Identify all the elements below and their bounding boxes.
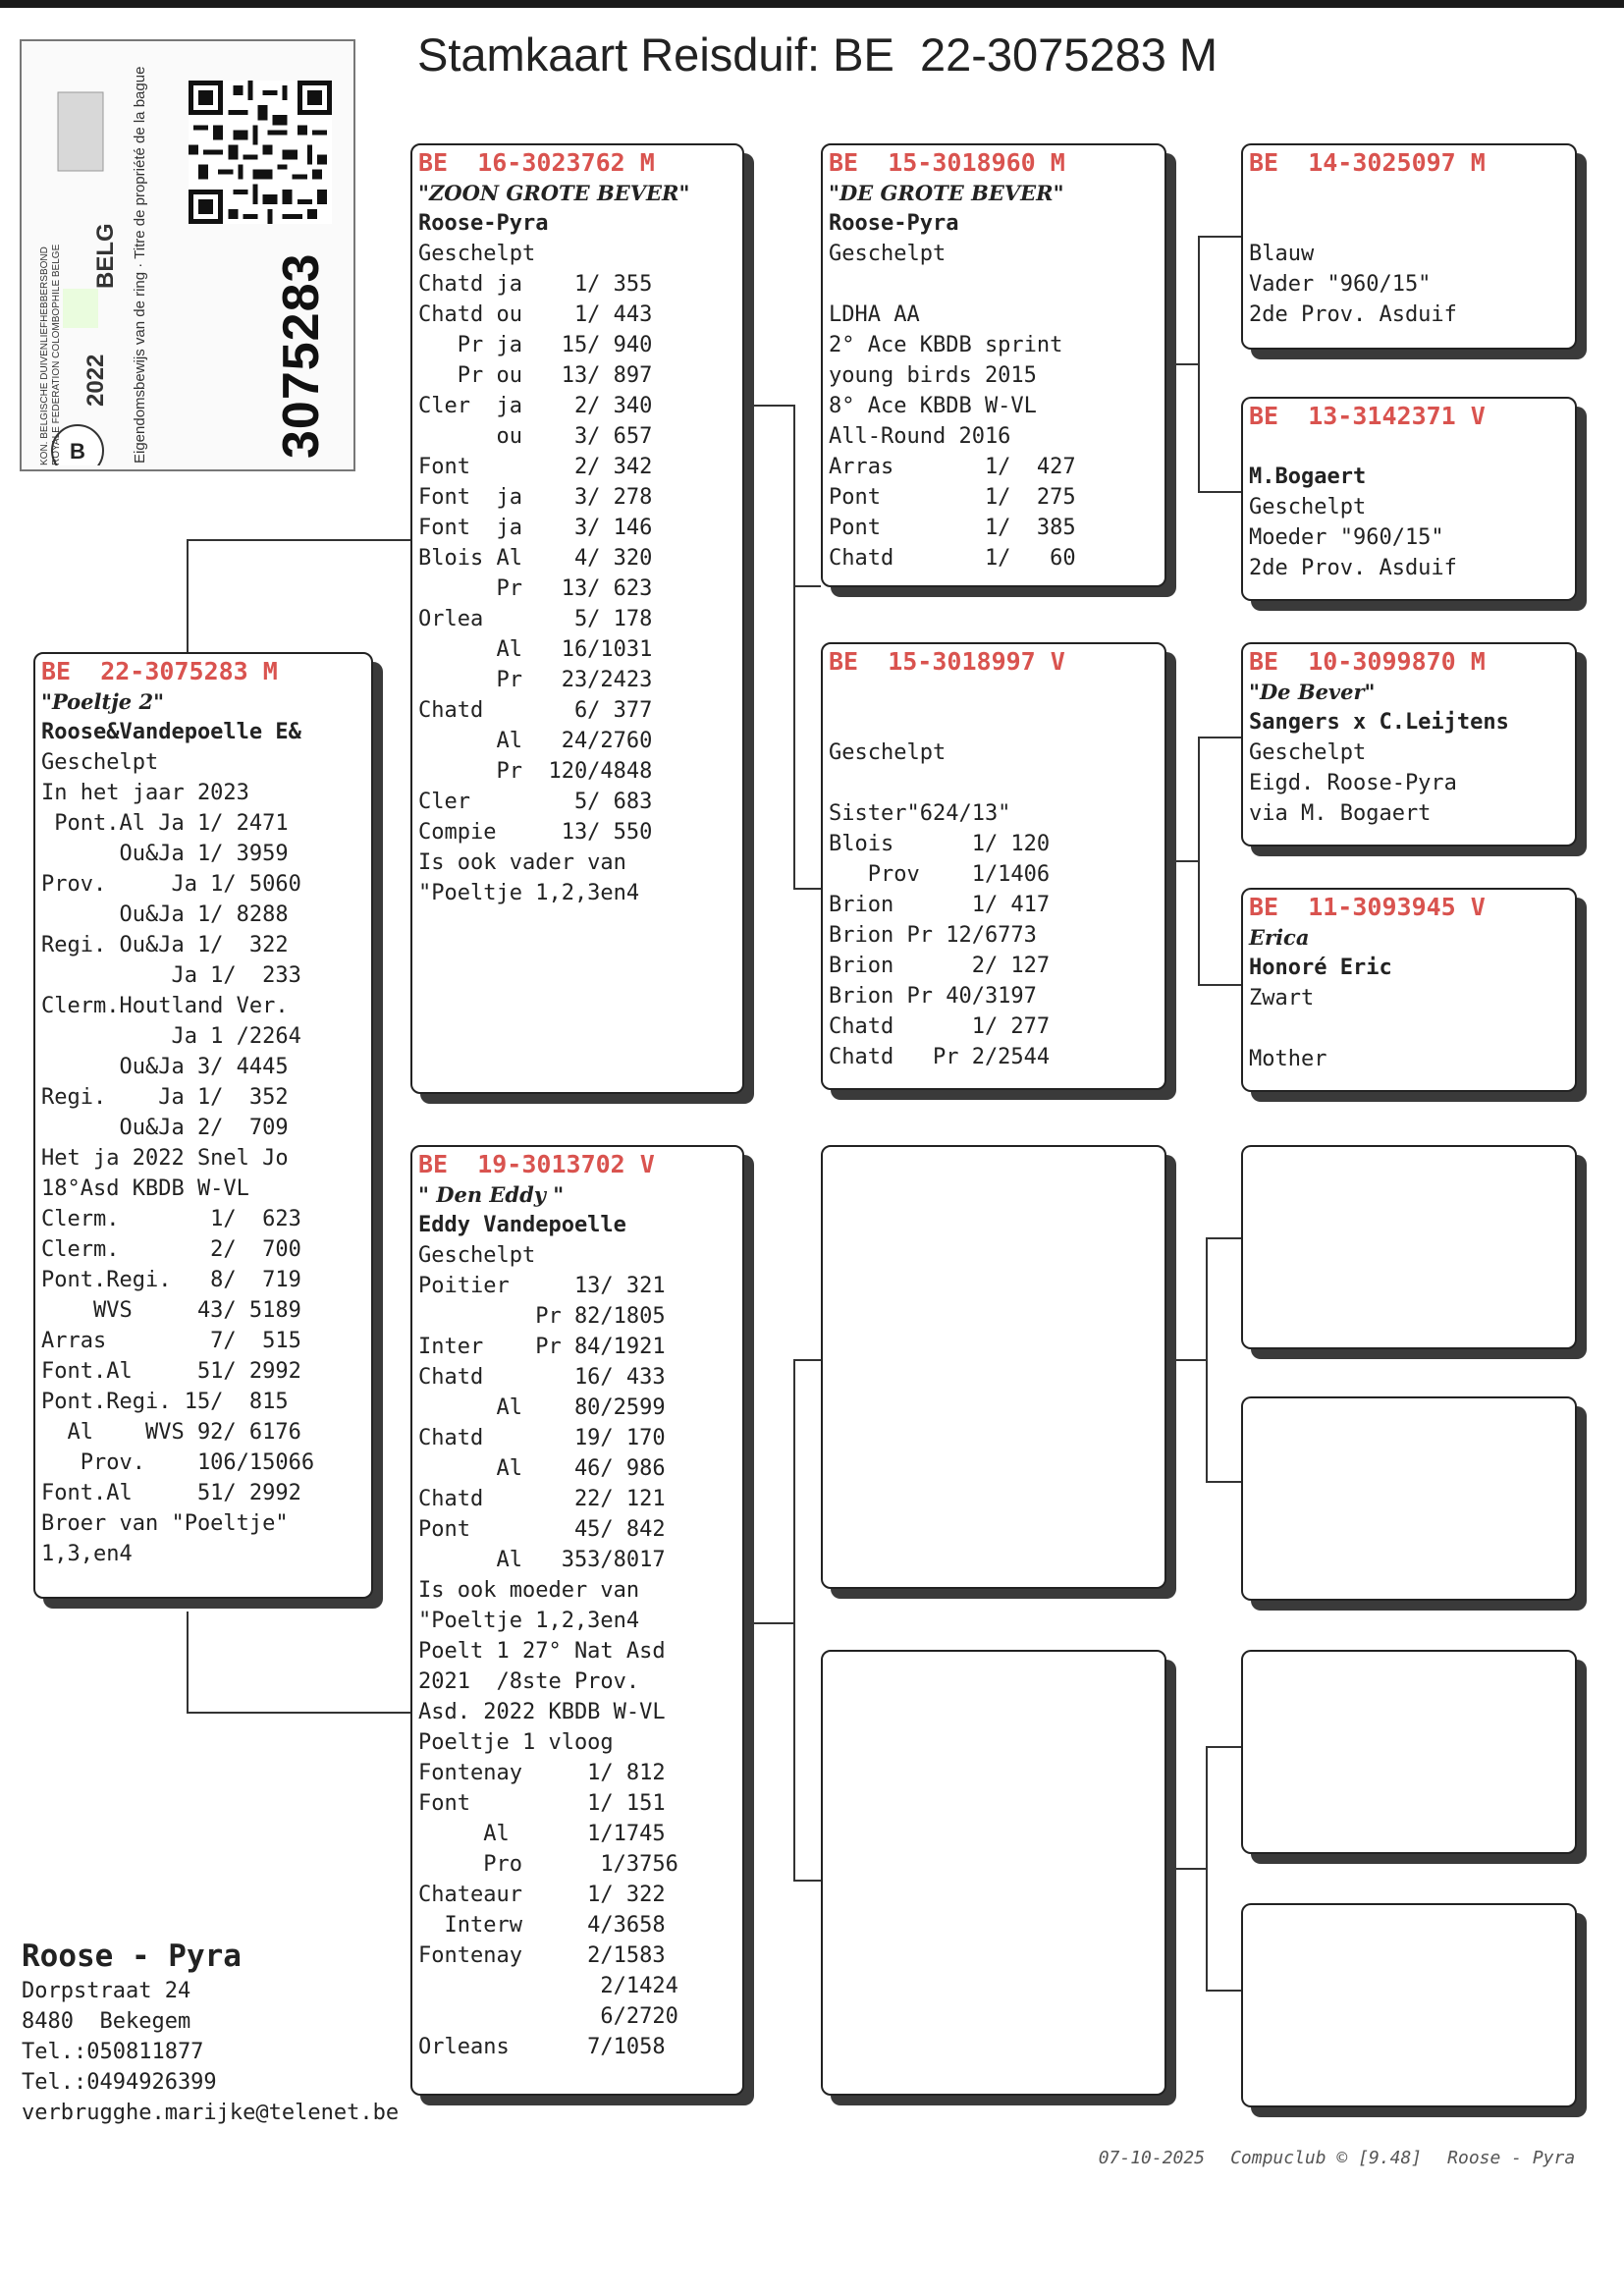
ss-dam-line <box>1249 431 1571 462</box>
footer-owner: Roose - Pyra <box>1447 2148 1576 2168</box>
dam-line: Chatd 19/ 170 <box>418 1426 666 1450</box>
dam-line: Al 46/ 986 <box>418 1456 666 1481</box>
sire-dam-line: Brion 1/ 417 <box>829 893 1051 917</box>
sd-dam-box <box>1241 888 1577 1092</box>
dam-line: Is ook moeder van <box>418 1578 640 1603</box>
sd-sire-line: Eigd. Roose-Pyra <box>1249 771 1457 795</box>
dam-line: Poelt 1 27° Nat Asd <box>418 1639 666 1664</box>
connector-ss-bottom <box>1198 491 1241 493</box>
dam-line: 6/2720 <box>418 2004 678 2029</box>
dam-ring-header: BE 19-3013702 V <box>418 1150 655 1178</box>
dam-line: Pont 45/ 842 <box>418 1517 666 1542</box>
connector-ss-in <box>1174 363 1200 365</box>
owner-phone: Tel.:050811877 <box>22 2040 204 2064</box>
subject-line: Pont.Regi. 15/ 815 <box>41 1390 289 1414</box>
sire-dam-line: Chatd Pr 2/2544 <box>829 1045 1051 1069</box>
sd-sire-line: "De Bever" <box>1249 680 1376 704</box>
dam-line: Al 353/8017 <box>418 1548 666 1572</box>
footer-date: 07-10-2025 <box>1098 2148 1206 2168</box>
ss-dam-ring-header: BE 13-3142371 V <box>1249 402 1486 430</box>
owner-city: 8480 Bekegem <box>22 2009 191 2034</box>
ring-year: 2022 <box>82 354 109 407</box>
dam-line: Asd. 2022 KBDB W-VL <box>418 1700 666 1724</box>
sire-dam-line: Blois 1/ 120 <box>829 832 1051 856</box>
sire-sire-line: Arras 1/ 427 <box>829 455 1076 479</box>
sire-line: Font 2/ 342 <box>418 455 653 479</box>
subject-line: Clerm. 1/ 623 <box>41 1207 301 1231</box>
dam-line: Fontenay 2/1583 <box>418 1943 666 1968</box>
ss-dam-line: M.Bogaert <box>1249 464 1367 489</box>
sire-line: Compie 13/ 550 <box>418 820 653 845</box>
dam-dam-box-empty <box>821 1650 1166 2096</box>
sire-sire-ring-header: BE 15-3018960 M <box>829 148 1065 177</box>
sire-box <box>410 143 744 1094</box>
subject-line: Roose&Vandepoelle E& <box>41 720 301 744</box>
sire-dam-line <box>829 707 1161 738</box>
sd-dam-line: Erica <box>1249 925 1310 950</box>
sd-sire-line: Geschelpt <box>1249 740 1367 765</box>
connector-sd-top <box>1198 737 1241 738</box>
subject-line: Broer van "Poeltje" <box>41 1511 289 1536</box>
dam-line: Font 1/ 151 <box>418 1791 666 1816</box>
sire-line: Geschelpt <box>418 242 536 266</box>
subject-line: Ou&Ja 1/ 8288 <box>41 902 289 927</box>
connector-sire-v <box>793 405 795 890</box>
dam-line: Poitier 13/ 321 <box>418 1274 666 1298</box>
sd-dam-line: Mother <box>1249 1047 1327 1071</box>
ss-dam-line: 2de Prov. Asduif <box>1249 556 1457 580</box>
ss-sire-box <box>1241 143 1577 350</box>
sire-line: Al 24/2760 <box>418 729 653 753</box>
ds-dam-box-empty <box>1241 1396 1577 1601</box>
sire-line: Al 16/1031 <box>418 637 653 662</box>
top-border <box>0 0 1624 8</box>
sire-line: Chatd ja 1/ 355 <box>418 272 653 297</box>
dam-line: Chatd 16/ 433 <box>418 1365 666 1390</box>
sire-sire-line: Chatd 1/ 60 <box>829 546 1076 571</box>
sire-sire-line: 2° Ace KBDB sprint <box>829 333 1063 357</box>
sire-line: Chatd 6/ 377 <box>418 698 653 723</box>
subject-line: Font.Al 51/ 2992 <box>41 1359 301 1384</box>
owner-address <box>22 1937 399 2128</box>
subject-line: Al WVS 92/ 6176 <box>41 1420 301 1445</box>
ss-dam-line: Moeder "960/15" <box>1249 525 1444 550</box>
sire-sire-line <box>829 269 1161 300</box>
ss-sire-line <box>1249 178 1571 208</box>
subject-line: Regi. Ja 1/ 352 <box>41 1085 289 1110</box>
ring-country: BELG <box>92 223 119 289</box>
subject-line: "Poeltje 2" <box>41 689 165 714</box>
subject-line: Regi. Ou&Ja 1/ 322 <box>41 933 289 957</box>
ring-card <box>20 39 355 471</box>
sire-line: Pr 120/4848 <box>418 759 653 784</box>
connector-dd-top <box>1206 1746 1241 1748</box>
sd-sire-box <box>1241 642 1577 847</box>
sire-dam-line: Geschelpt <box>829 740 947 765</box>
sire-dam-line: Sister"624/13" <box>829 801 1011 826</box>
sire-line: Cler 5/ 683 <box>418 790 653 814</box>
subject-line: WVS 43/ 5189 <box>41 1298 301 1323</box>
subject-line: Ou&Ja 2/ 709 <box>41 1116 289 1140</box>
federation-name-fr: ROYALE FEDERATION COLOMBOPHILE BELGE <box>51 244 62 465</box>
sd-sire-line: via M. Bogaert <box>1249 801 1432 826</box>
sire-line: Font ja 3/ 278 <box>418 485 653 510</box>
sire-dam-line: Brion Pr 12/6773 <box>829 923 1037 948</box>
owner-street: Dorpstraat 24 <box>22 1979 191 2003</box>
sd-dam-line <box>1249 1013 1571 1044</box>
dam-line: Pr 82/1805 <box>418 1304 666 1329</box>
sire-sire-line: 8° Ace KBDB W-VL <box>829 394 1037 418</box>
dam-line: Al 1/1745 <box>418 1822 666 1846</box>
dam-line: Geschelpt <box>418 1243 536 1268</box>
connector-ds-in <box>1174 1359 1208 1361</box>
owner-mobile: Tel.:0494926399 <box>22 2070 217 2095</box>
connector-sd-in <box>1174 860 1200 862</box>
subject-line: 18°Asd KBDB W-VL <box>41 1176 249 1201</box>
sire-sire-line: LDHA AA <box>829 302 920 327</box>
dd-dam-box-empty <box>1241 1903 1577 2107</box>
connector-dam-ds <box>793 1359 821 1361</box>
sire-sire-line: Geschelpt <box>829 242 947 266</box>
sire-sire-line: young birds 2015 <box>829 363 1037 388</box>
footer-software: Compuclub © [9.48] <box>1230 2148 1423 2168</box>
sire-line: Pr 13/ 623 <box>418 576 653 601</box>
dam-line: Al 80/2599 <box>418 1395 666 1420</box>
sire-dam-line: Prov 1/1406 <box>829 862 1051 887</box>
dam-line: Interw 4/3658 <box>418 1913 666 1938</box>
subject-line: Clerm. 2/ 700 <box>41 1237 301 1262</box>
subject-pigeon-box <box>33 652 373 1599</box>
ownership-text: Eigendomsbewijs van de ring · Titre de propriété de la bague <box>132 66 148 464</box>
connector-dam-dd <box>793 1880 821 1882</box>
sire-ring-header: BE 16-3023762 M <box>418 148 655 177</box>
dam-line: " Den Eddy " <box>418 1182 565 1207</box>
ring-number: 3075283 <box>273 252 330 459</box>
connector-dam-v <box>793 1359 795 1882</box>
subject-line: Clerm.Houtland Ver. <box>41 994 289 1018</box>
sire-line: ou 3/ 657 <box>418 424 653 449</box>
page-title: Stamkaart Reisduif: BE 22-3075283 M <box>417 28 1218 81</box>
sire-dam-line <box>829 677 1161 707</box>
owner-name: Roose - Pyra <box>22 1939 242 1974</box>
connector-subject-sire-h <box>187 539 410 541</box>
subject-line: Het ja 2022 Snel Jo <box>41 1146 289 1171</box>
sire-line: Pr ou 13/ 897 <box>418 363 653 388</box>
subject-ring-header: BE 22-3075283 M <box>41 657 278 685</box>
subject-line: Geschelpt <box>41 750 159 775</box>
connector-dd-bottom <box>1206 1990 1241 1992</box>
sd-dam-ring-header: BE 11-3093945 V <box>1249 893 1486 921</box>
dam-line: Inter Pr 84/1921 <box>418 1335 666 1359</box>
subject-line: Ou&Ja 1/ 3959 <box>41 842 289 866</box>
subject-line: Prov. 106/15066 <box>41 1450 315 1475</box>
subject-line: Prov. Ja 1/ 5060 <box>41 872 301 897</box>
ring-badge <box>33 53 122 465</box>
sire-line: Roose-Pyra <box>418 211 549 236</box>
dam-line: 2021 /8ste Prov. <box>418 1669 640 1694</box>
dam-line: Chatd 22/ 121 <box>418 1487 666 1511</box>
subject-line: Arras 7/ 515 <box>41 1329 301 1353</box>
sire-dam-line: Brion 2/ 127 <box>829 954 1051 978</box>
connector-ds-bottom <box>1206 1481 1241 1483</box>
qr-code-icon <box>189 81 332 224</box>
svg-text:B: B <box>70 439 85 464</box>
sire-dam-box <box>821 642 1166 1090</box>
subject-line: Pont.Al Ja 1/ 2471 <box>41 811 289 836</box>
sire-line: Pr 23/2423 <box>418 668 653 692</box>
sire-line: Orlea 5/ 178 <box>418 607 653 631</box>
sire-sire-line: Pont 1/ 385 <box>829 516 1076 540</box>
footer <box>1077 2127 1600 2168</box>
sire-line: Chatd ou 1/ 443 <box>418 302 653 327</box>
sire-dam-line <box>829 768 1161 798</box>
dam-line: Poeltje 1 vloog <box>418 1730 614 1755</box>
sd-dam-line: Zwart <box>1249 986 1315 1011</box>
dam-box <box>410 1145 744 2096</box>
sire-line: Cler ja 2/ 340 <box>418 394 653 418</box>
sire-dam-line: Brion Pr 40/3197 <box>829 984 1037 1009</box>
connector-dam-out <box>752 1622 795 1624</box>
connector-sd-bottom <box>1198 984 1241 986</box>
dam-line: Fontenay 1/ 812 <box>418 1761 666 1785</box>
sd-sire-ring-header: BE 10-3099870 M <box>1249 647 1486 676</box>
sire-sire-line: All-Round 2016 <box>829 424 1011 449</box>
ss-sire-line <box>1249 208 1571 239</box>
sire-dam-line: Chatd 1/ 277 <box>829 1014 1051 1039</box>
sire-line: Blois Al 4/ 320 <box>418 546 653 571</box>
federation-name-nl: KON. BELGISCHE DUIVENLIEFHEBBERSBOND <box>39 246 50 465</box>
connector-sire-ss <box>793 585 821 587</box>
ss-sire-line: 2de Prov. Asduif <box>1249 302 1457 327</box>
ss-sire-ring-header: BE 14-3025097 M <box>1249 148 1486 177</box>
connector-subject-sire-v <box>187 539 189 659</box>
sire-sire-line: Pont 1/ 275 <box>829 485 1076 510</box>
ds-sire-box-empty <box>1241 1145 1577 1349</box>
connector-sire-sd <box>793 888 821 890</box>
sire-line: "ZOON GROTE BEVER" <box>418 181 690 205</box>
sire-dam-ring-header: BE 15-3018997 V <box>829 647 1065 676</box>
connector-subject-dam-v <box>187 1612 189 1714</box>
subject-line: Ja 1 /2264 <box>41 1024 301 1049</box>
sd-sire-line: Sangers x C.Leijtens <box>1249 710 1509 735</box>
dam-line: Chateaur 1/ 322 <box>418 1883 666 1907</box>
subject-line: In het jaar 2023 <box>41 781 249 805</box>
sire-line: "Poeltje 1,2,3en4 <box>418 881 640 905</box>
dam-line: Pro 1/3756 <box>418 1852 678 1877</box>
dam-line: Orleans 7/1058 <box>418 2035 666 2059</box>
sire-line: Is ook vader van <box>418 850 626 875</box>
dam-line: Eddy Vandepoelle <box>418 1213 626 1237</box>
connector-dd-in <box>1174 1868 1208 1870</box>
ss-sire-line: Vader "960/15" <box>1249 272 1432 297</box>
ss-dam-line: Geschelpt <box>1249 495 1367 519</box>
ss-sire-line: Blauw <box>1249 242 1315 266</box>
connector-ss-top <box>1198 236 1241 238</box>
subject-line: 1,3,en4 <box>41 1542 133 1566</box>
connector-sire-out <box>752 405 795 407</box>
ss-dam-box <box>1241 397 1577 601</box>
dam-line: "Poeltje 1,2,3en4 <box>418 1609 640 1633</box>
subject-line: Ja 1/ 233 <box>41 963 301 988</box>
sire-line: Pr ja 15/ 940 <box>418 333 653 357</box>
dam-sire-box-empty <box>821 1145 1166 1589</box>
subject-line: Ou&Ja 3/ 4445 <box>41 1055 289 1079</box>
sire-sire-line: Roose-Pyra <box>829 211 959 236</box>
subject-line: Pont.Regi. 8/ 719 <box>41 1268 301 1292</box>
sire-sire-box <box>821 143 1166 587</box>
connector-subject-dam-h <box>187 1712 410 1714</box>
sire-line: Font ja 3/ 146 <box>418 516 653 540</box>
owner-email[interactable]: verbrugghe.marijke@telenet.be <box>22 2101 400 2125</box>
sd-dam-line: Honoré Eric <box>1249 956 1392 980</box>
dam-line: 2/1424 <box>418 1974 678 1998</box>
subject-line: Font.Al 51/ 2992 <box>41 1481 301 1505</box>
connector-ds-top <box>1206 1237 1241 1239</box>
dd-sire-box-empty <box>1241 1650 1577 1854</box>
sire-sire-line: "DE GROTE BEVER" <box>829 181 1064 205</box>
